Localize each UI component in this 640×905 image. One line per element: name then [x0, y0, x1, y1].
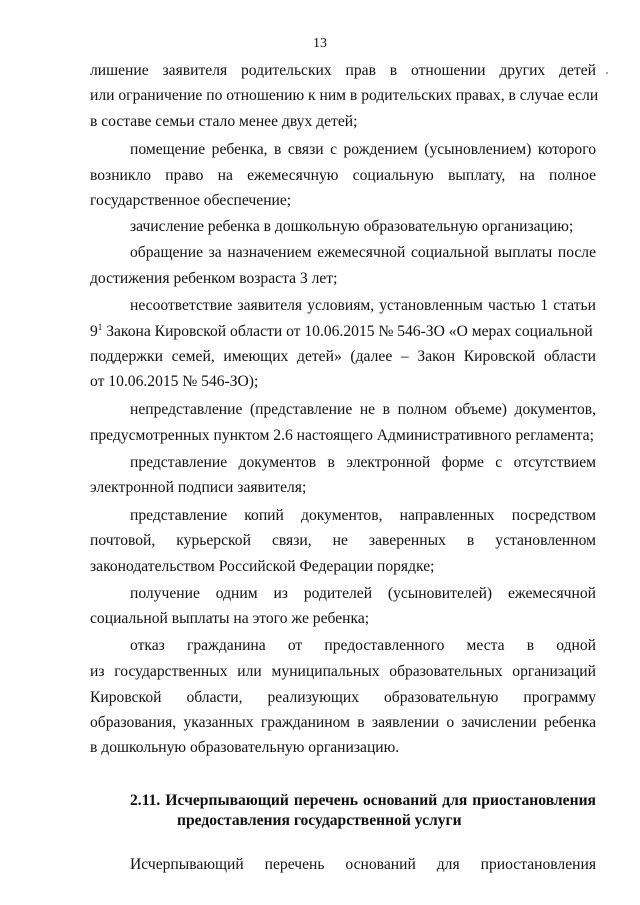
text-line	[90, 323, 596, 341]
text-line: возникло право на ежемесячную социальную выплату, на полное	[90, 167, 596, 184]
text-line: в составе семьи стало менее двух детей;	[90, 113, 358, 130]
scan-speck	[606, 72, 608, 74]
text-line: поддержки семей, имеющих детей» (далее – Закон Кировской области	[90, 348, 596, 365]
text-line: обращение за назначением ежемесячной социальной выплаты после	[130, 244, 596, 261]
text-line: государственное обеспечение;	[90, 192, 292, 209]
text-line: несоответствие заявителя условиям, установленным частью 1 статьи	[130, 297, 596, 314]
text-line: представление копий документов, направленных посредством	[130, 507, 596, 524]
text-line: электронной подписи заявителя;	[90, 479, 307, 496]
text-line: непредставление (представление не в полном объеме) документов,	[130, 401, 596, 418]
text-line: Кировской области, реализующих образовательную программу	[90, 689, 596, 706]
page-number: 13	[313, 36, 327, 51]
text-line: Исчерпывающий перечень оснований для приостановления	[130, 856, 596, 873]
text-line: почтовой, курьерской связи, не заверенных в установленном	[90, 532, 596, 549]
text-line: достижения ребенком возраста 3 лет;	[90, 270, 338, 287]
text-line: в дошкольную образовательную организацию.	[90, 739, 400, 756]
text-line: отказ гражданина от предоставленного места в одной	[130, 637, 596, 654]
section-heading-line2: предоставления государственной услуги	[177, 812, 462, 829]
article-number: 9	[90, 323, 98, 340]
text-line: помещение ребенка, в связи с рождением (усыновлением) которого	[130, 141, 596, 158]
text-line: представление документов в электронной форме с отсутствием	[130, 454, 596, 471]
text-line: образования, указанных гражданином в заявлении о зачислении ребенка	[90, 714, 596, 731]
text-line: предусмотренных пунктом 2.6 настоящего Административного регламента;	[90, 427, 594, 444]
text-line: законодательством Российской Федерации порядке;	[90, 558, 435, 575]
text-line: от 10.06.2015 № 546-ЗО);	[90, 373, 259, 390]
text-line: или ограничение по отношению к ним в родительских правах, в случае если	[90, 87, 599, 104]
text-line: лишение заявителя родительских прав в отношении других детей	[90, 62, 596, 79]
text-line: зачисление ребенка в дошкольную образовательную организацию;	[130, 218, 574, 235]
text-line: социальной выплаты на этого же ребенка;	[90, 610, 370, 627]
text-line: получение одним из родителей (усыновителей) ежемесячной	[130, 585, 596, 602]
text-line-rest: Закона Кировской области от 10.06.2015 № 546-ЗО «О мерах социальной	[106, 323, 593, 340]
section-heading-line1: 2.11. Исчерпывающий перечень оснований для приостановления	[130, 792, 596, 809]
text-line: из государственных или муниципальных образовательных организаций	[90, 663, 596, 680]
article-superscript: 1	[97, 322, 103, 332]
